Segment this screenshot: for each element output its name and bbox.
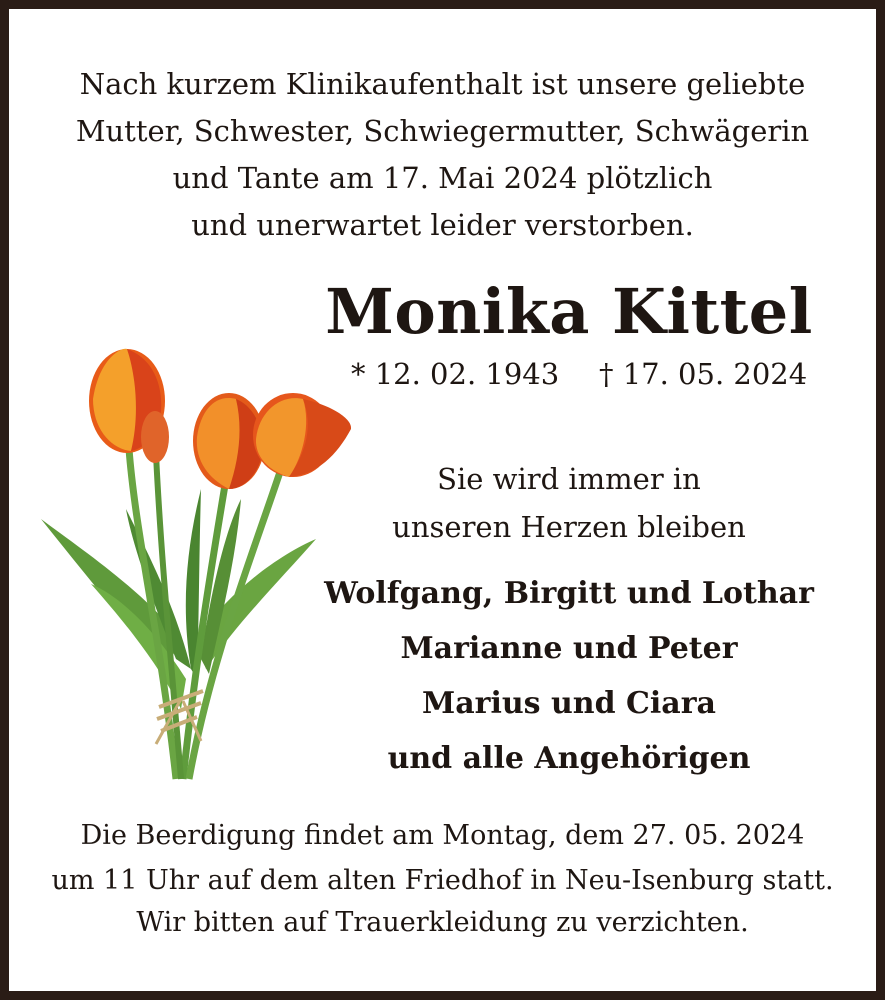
mourner-line: und alle Angehörigen [387, 741, 751, 776]
mourner-line: Marius und Ciara [422, 686, 716, 721]
birth-date: * 12. 02. 1943 [351, 357, 560, 391]
intro-line: Mutter, Schwester, Schwiegermutter, Schwägerin [75, 114, 810, 148]
memorial-line: Sie wird immer in [437, 462, 701, 496]
mourners-list [309, 566, 829, 786]
intro-line: und unerwartet leider verstorben. [191, 208, 694, 242]
intro-text [9, 61, 876, 249]
intro-line: und Tante am 17. Mai 2024 plötzlich [172, 161, 713, 195]
memorial-line: unseren Herzen bleiben [392, 510, 746, 544]
funeral-line: um 11 Uhr auf dem alten Friedhof in Neu-Isenburg statt. [51, 865, 834, 896]
intro-line: Nach kurzem Klinikaufenthalt ist unsere geliebte [79, 67, 806, 101]
funeral-info [9, 813, 876, 903]
funeral-line: Die Beerdigung findet am Montag, dem 27. 05. 2024 [80, 820, 805, 851]
memorial-phrase [339, 455, 799, 551]
deceased-name: Monika Kittel [325, 275, 813, 348]
death-date: † 17. 05. 2024 [599, 357, 808, 391]
mourner-line: Marianne und Peter [400, 631, 738, 666]
dress-code-request: Wir bitten auf Trauerkleidung zu verzichten. [136, 907, 749, 938]
mourner-line: Wolfgang, Birgitt und Lothar [324, 576, 814, 611]
